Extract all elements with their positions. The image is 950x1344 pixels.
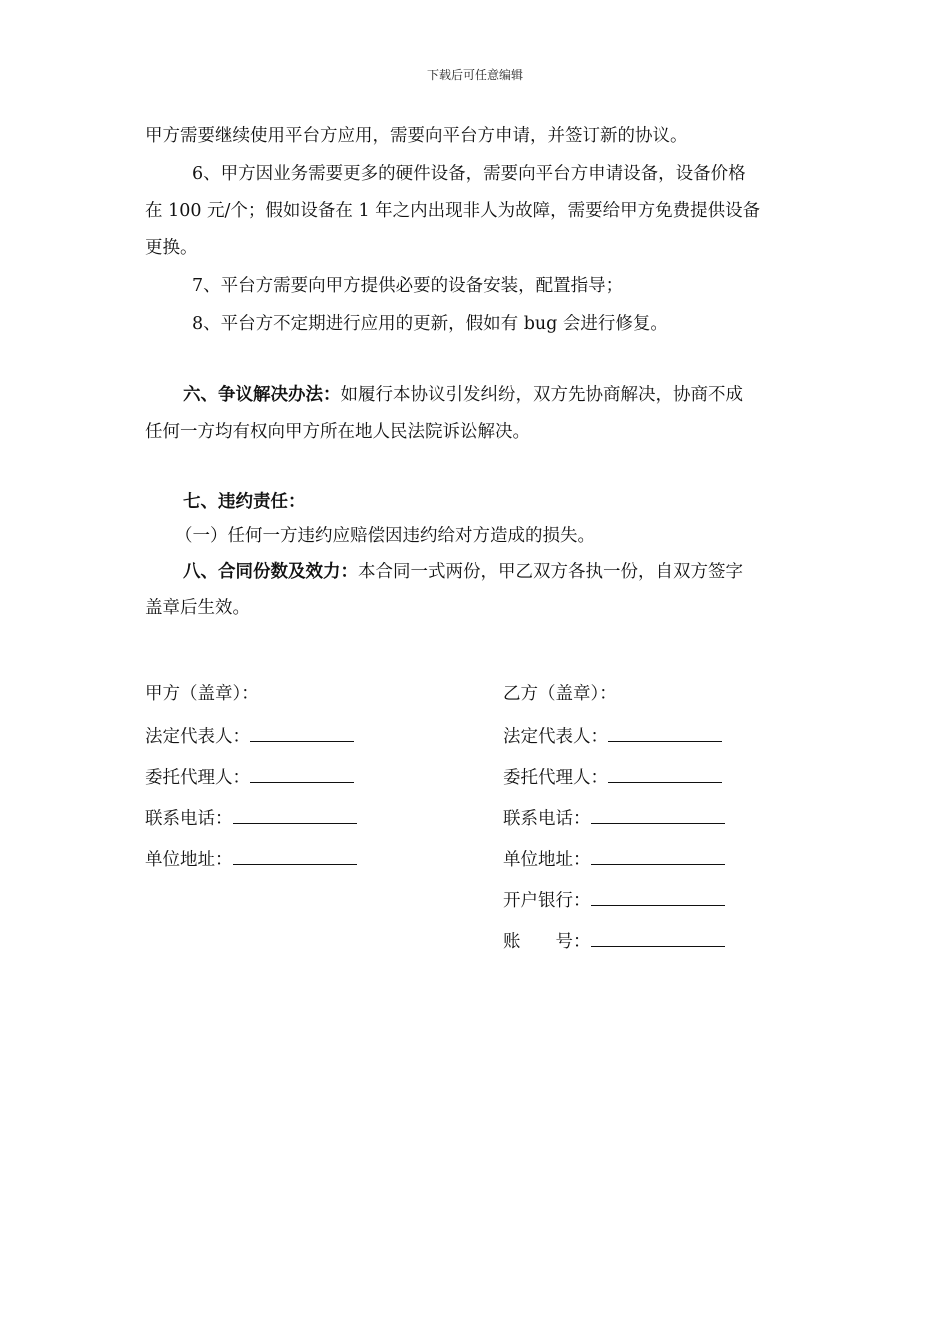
section-8-line-2: 盖章后生效。: [145, 598, 250, 618]
section-7-title: 七、违约责任：: [183, 492, 306, 512]
party-b-bank-label: 开户银行：: [503, 891, 591, 911]
party-a-legal-rep-blank[interactable]: [250, 723, 354, 742]
clause-6-line-2: 在 100 元/个；假如设备在 1 年之内出现非人为故障，需要给甲方免费提供设备: [145, 201, 761, 221]
section-6-text: 如履行本协议引发纠纷，双方先协商解决，协商不成: [340, 385, 743, 405]
party-b-phone: [503, 805, 725, 831]
party-b-account-blank[interactable]: [591, 928, 725, 947]
party-a-agent-label: 委托代理人：: [145, 768, 250, 788]
section-6-line-2: 任何一方均有权向甲方所在地人民法院诉讼解决。: [145, 422, 530, 442]
party-b-agent-blank[interactable]: [608, 764, 722, 783]
party-b-address: [503, 846, 725, 872]
party-b-agent: [503, 764, 722, 790]
section-8-title: 八、合同份数及效力：: [183, 562, 358, 582]
paragraph-continue-use: 甲方需要继续使用平台方应用，需要向平台方申请，并签订新的协议。: [145, 126, 688, 146]
party-a-phone: [145, 805, 357, 831]
party-a-agent: [145, 764, 354, 790]
party-b-legal-rep-label: 法定代表人：: [503, 727, 608, 747]
party-b-bank-blank[interactable]: [591, 887, 725, 906]
clause-7: 7、平台方需要向甲方提供必要的设备安装，配置指导；: [192, 276, 624, 296]
party-a-title: 甲方（盖章）：: [145, 684, 259, 704]
header-note: 下载后可任意编辑: [426, 68, 523, 82]
party-b-phone-blank[interactable]: [591, 805, 725, 824]
clause-6-line-3: 更换。: [145, 238, 198, 258]
section-8-text: 本合同一式两份，甲乙双方各执一份，自双方签字: [358, 562, 743, 582]
party-b-title: 乙方（盖章）：: [503, 684, 617, 704]
party-b-phone-label: 联系电话：: [503, 809, 591, 829]
section-6-line-1: [183, 383, 743, 407]
party-a-address-label: 单位地址：: [145, 850, 233, 870]
party-a-address: [145, 846, 357, 872]
party-b-address-blank[interactable]: [591, 846, 725, 865]
section-7-item: （一）任何一方违约应赔偿因违约给对方造成的损失。: [175, 526, 595, 546]
party-b-address-label: 单位地址：: [503, 850, 591, 870]
section-8-line-1: [183, 560, 743, 584]
party-b-account-label: 账 号：: [503, 932, 591, 952]
party-b-legal-rep: [503, 723, 722, 749]
party-b-agent-label: 委托代理人：: [503, 768, 608, 788]
party-b-bank: [503, 887, 725, 913]
party-b-legal-rep-blank[interactable]: [608, 723, 722, 742]
party-b-account: [503, 928, 725, 954]
party-a-agent-blank[interactable]: [250, 764, 354, 783]
clause-6-line-1: 6、甲方因业务需要更多的硬件设备，需要向平台方申请设备，设备价格: [192, 164, 746, 184]
party-a-phone-label: 联系电话：: [145, 809, 233, 829]
party-a-legal-rep: [145, 723, 354, 749]
party-a-address-blank[interactable]: [233, 846, 357, 865]
section-6-title: 六、争议解决办法：: [183, 385, 341, 405]
party-a-legal-rep-label: 法定代表人：: [145, 727, 250, 747]
clause-8: 8、平台方不定期进行应用的更新，假如有 bug 会进行修复。: [192, 314, 668, 334]
party-a-phone-blank[interactable]: [233, 805, 357, 824]
